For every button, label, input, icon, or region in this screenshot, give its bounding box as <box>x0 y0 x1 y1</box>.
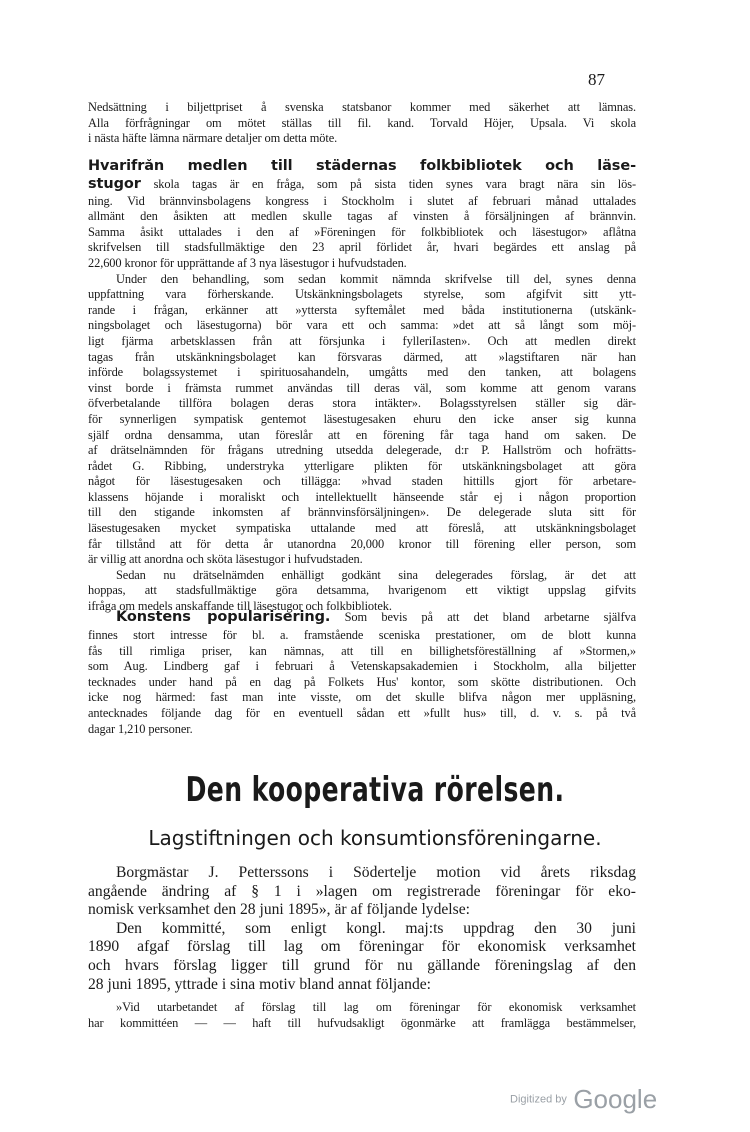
text-line: Sedan nu drätselnämden enhälligt godkänt sina delegerades förslag, är det att <box>116 567 636 582</box>
text-line: nomisk verksamhet den 28 juni 1895», är af följande lydelse: <box>88 901 470 919</box>
text-line: rådet G. Ribbing, understryka ytterligare plikten för utskänkningsbolaget att göra <box>88 458 636 473</box>
text-line: ningsbolaget och läsestugorna) bör vara ett och samma: »det att så långt som möj- <box>88 318 636 333</box>
section-subtitle: Lagstiftningen och konsumtionsföreningarne. <box>148 826 602 850</box>
text-line: Alla förfrågningar om mötet ställas till fil. kand. Torvald Höjer, Upsala. Vi skola <box>88 115 636 130</box>
text-line: för synnerligen sympatisk gentemot läsestugesaken ehuru den icke anser sig kunna <box>88 411 636 426</box>
text-line: »Vid utarbetandet af förslag till lag om föreningar för ekonomisk verksamhet <box>116 1000 636 1014</box>
text-line: är villig att anordna och sköta läsestugor i hufvudstaden. <box>88 552 363 567</box>
text-line: har kommittéen — — haft till hufvudsakligt ögonmärke att framlägga bestämmelser, <box>88 1015 636 1030</box>
text-line: Nedsättning i biljettpriset å svenska statsbanor kommer med säkerhet att lämnas. <box>88 100 636 114</box>
text-line: icke nog härmed: fast man inte visste, om det skulle blifva någon mer uppläsning, <box>88 690 636 705</box>
text-line: antecknades följande dag för en eventuell sådan ett »fullt hus» till, d. v. s. på två <box>88 705 636 720</box>
text-line: Borgmästar J. Petterssons i Södertelje motion vid årets riksdag <box>116 864 636 881</box>
text-line: något för läsestugesaken och tillägga: »hvad staden hittills gjort för arbetare- <box>88 474 636 489</box>
library-funding-paragraph <box>88 159 636 615</box>
quote-paragraph <box>88 1000 636 1031</box>
text-line: läsestugesaken mycket sympatiska uttalande med att föreslå, att utskänkningsbolaget <box>88 521 636 536</box>
text-line: ligt fjärma arbetsklassen från att försjunka i fylleriIasten». Och att medlen direkt <box>88 333 636 348</box>
text-line: stugor skola tagas är en fråga, som på sista tiden synes vara bragt nära sin lös- <box>88 177 636 192</box>
text-line: får tillstånd att för detta år utanordna 20,000 kronor till förening eller person, som <box>88 536 636 551</box>
text-line: fås till rimliga priser, kan nämnas, att till en billighetsföreställning af »Stormen,» <box>88 643 636 658</box>
text-line: Under den behandling, som sedan kommit nämnda skrifvelse till del, synes denna <box>116 271 636 286</box>
text-line: finnes stort intresse för bl. a. framstående sceniska prestationer, om de blott kunna <box>88 628 636 642</box>
text-line: själf ordna densamma, utan föreslår att en förening får taga hand om saken. De <box>88 427 636 442</box>
text-line: och hvars förslag ligger till grund för nu gällande föreningslag af den <box>88 956 636 974</box>
digitized-watermark <box>510 1084 657 1115</box>
text-line: öfverbetalande tillföra bolagen deras stora intäkter». Bolagsstyrelsen ställer sig där- <box>88 396 636 411</box>
text-line: Den kommitté, som enligt kongl. maj:ts uppdrag den 30 juni <box>116 919 636 937</box>
watermark-prefix: Digitized by <box>510 1093 567 1106</box>
heading-line: Konstens popularisering. Som bevis på att det bland arbetarne själfva <box>116 610 636 625</box>
text-line: ning. Vid brännvinsbolagens kongress i Stockholm i slutet af februari månad uttalades <box>88 193 636 208</box>
google-logo: Google <box>573 1084 658 1114</box>
text-line: Samma åsikt uttalades i den af »Föreningen för folkbibliotek och läsestugor» aflåtna <box>88 224 636 239</box>
text-line: hoppas, att stadsfullmäktige göra detsamma, hvarigenom ett viktigt uppslag gifvits <box>88 583 636 598</box>
art-popularization-paragraph <box>88 610 636 737</box>
text-line: 22,600 kronor för upprättande af 3 nya läsestugor i hufvudstaden. <box>88 255 407 270</box>
text-line: dagar 1,210 personer. <box>88 721 193 736</box>
text-line: ifråga om medels anskaffande till läsestugor och folkbibliotek. <box>88 599 392 614</box>
page-number: 87 <box>588 70 605 89</box>
library-funding-heading-cont: stugor <box>88 177 141 192</box>
heading-line <box>88 159 636 177</box>
motion-paragraph <box>88 864 636 994</box>
text-line: i nästa häfte lämna närmare detaljer om detta möte. <box>88 131 338 146</box>
text-line: 28 juni 1895, yttrade i sina motiv bland annat följande: <box>88 975 431 993</box>
text-line: rande i frågan, erkänner att »yttersta syftemålet med båda institutionerna (utskänk- <box>88 302 636 317</box>
text-line: vinst borde i främsta rummet användas till deras väl, som komme att genom varans <box>88 380 636 395</box>
text-line: tecknades under hand på en dag på Folkets Hus' kontor, som skötte distributionen. Och <box>88 674 636 689</box>
text-line: till den stigande inkomsten af brännvinsförsäljningen». De delegerade sluta sitt för <box>88 505 636 520</box>
text-line: uppfattning vara förherskande. Utskänkningsbolagets styrelse, som afgifvit sitt ytt- <box>88 287 636 302</box>
text-line: som Aug. Lindberg gaf i februari å Vetenskapsakademien i Stockholm, alla biljetter <box>88 659 636 674</box>
text-line: 1890 afgaf förslag till lag om föreningar för ekonomisk verksamhet <box>88 938 636 956</box>
section-title: Den kooperativa rörelsen. <box>185 770 565 810</box>
text-line: skrifvelsen till stadsfullmäktige den 23 april förlidet år, hvari begärdes ett anslag på <box>88 240 636 255</box>
text-line: klassens höjande i moraliskt och intellektuellt hänseende står ej i någon proportion <box>88 489 636 504</box>
text-line: allmänt den åsikten att medlen skulle tagas af vinsten å försäljningen af brännvin. <box>88 209 636 224</box>
text-line: införde bolagssystemet i spirituosahandeln, umgåtts med den tanken, att bolagens <box>88 365 636 380</box>
text-line: tagas från utskänkningsbolaget kan försvaras därmed, att »lagstiftaren när han <box>88 349 636 364</box>
intro-paragraph <box>88 100 636 147</box>
library-funding-heading: Hvarifrån medlen till städernas folkbibliotek och läse- <box>88 159 636 174</box>
art-popularization-heading: Konstens popularisering. <box>116 610 331 625</box>
text-line: af drätselnämnden för frågans utredning utsedda delegerade, d:r P. Hallström och hofrätts- <box>88 443 636 458</box>
text-line: angående ändring af § 1 i »lagen om registrerade föreningar för eko- <box>88 882 636 900</box>
